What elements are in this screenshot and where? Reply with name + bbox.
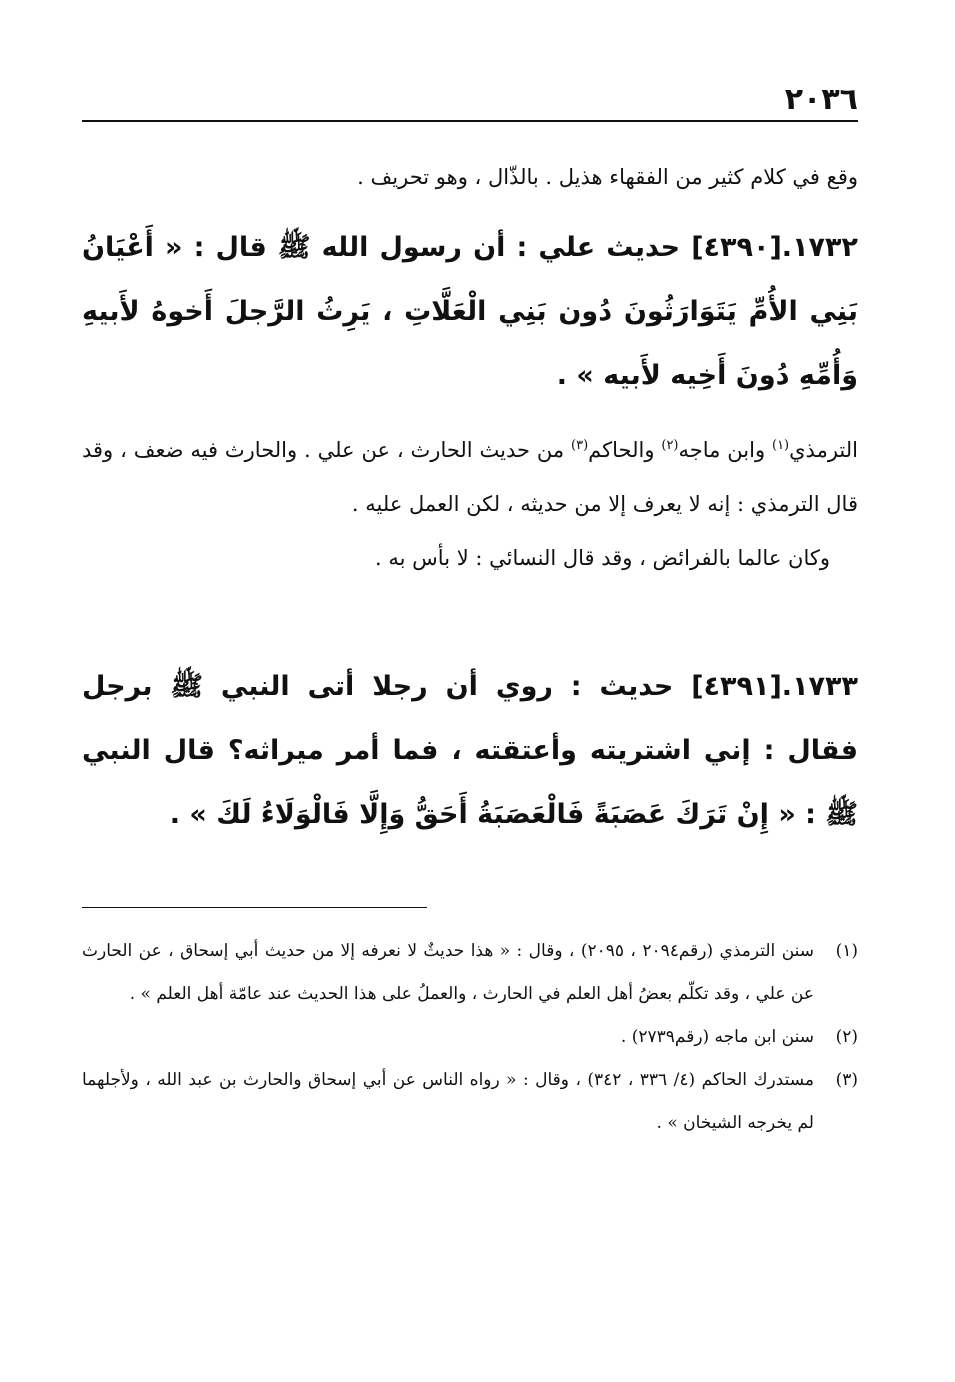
footnote-ref-1[interactable]: (١): [771, 438, 790, 453]
commentary-paragraph-2: وكان عالما بالفرائض ، وقد قال النسائي : لا بأس به .: [375, 546, 830, 570]
commentary-text: من حديث الحارث ، عن علي . والحارث فيه ضعف ، وقد قال الترمذي : إنه لا يعرف إلا من حديثه ، لكن العمل عليه .: [82, 438, 858, 516]
footnote-3: [82, 1059, 858, 1145]
footnote-2: [82, 1016, 858, 1059]
hadith-1733: ١٧٣٣.[٤٣٩١] حديث : روي أن رجلا أتى النبي ﷺ برجل فقال : إني اشتريته وأعتقته ، فما أمر ميراثه؟ قال النبي ﷺ : « إِنْ تَرَكَ عَصَبَةً فَالْعَصَبَةُ أَحَقُّ وَإِلَّا فَالْوَلَاءُ لَكَ » .: [82, 671, 858, 830]
footnote-ref-3[interactable]: (٣): [571, 438, 589, 453]
footnotes-section: [82, 930, 858, 1145]
footnote-text: مستدرك الحاكم (٤/ ٣٣٦ ، ٣٤٢) ، وقال : « رواه الناس عن أبي إسحاق والحارث بن عبد الله ، ولأجلهما لم يخرجه الشيخان » .: [82, 1070, 815, 1133]
footnote-text: سنن الترمذي (رقم٢٠٩٤ ، ٢٠٩٥) ، وقال : « هذا حديثٌ لا نعرفه إلا من حديث أبي إسحاق ، عن الحارث عن علي ، وقد تكلّم بعضُ أهل العلم في الحارث ، والعملُ على هذا الحديث عند عامّة أهل العلم » .: [82, 941, 815, 1004]
commentary-paragraph-1: [82, 423, 858, 531]
footnote-1: [82, 930, 858, 1016]
footnote-text: سنن ابن ماجه (رقم٢٧٣٩) .: [620, 1027, 814, 1047]
footnote-ref-2[interactable]: (٢): [661, 438, 679, 453]
intro-paragraph: وقع في كلام كثير من الفقهاء هذيل . بالذّال ، وهو تحريف .: [357, 165, 858, 189]
commentary-text: والحاكم: [588, 438, 662, 462]
page-number: ٢٠٣٦: [784, 82, 858, 117]
footnote-number: (٣): [835, 1070, 858, 1090]
header-divider: [82, 120, 858, 122]
commentary-text: الترمذي: [789, 438, 858, 462]
hadith-1732: ١٧٣٢.[٤٣٩٠] حديث علي : أن رسول الله ﷺ قال : « أَعْيَانُ بَنِي الأُمِّ يَتَوَارَثُونَ دُون بَنِي الْعَلَّاتِ ، يَرِثُ الرَّجلَ أَخوهُ لأَبيهِ وَأُمِّهِ دُونَ أَخِيه لأَبيه » .: [82, 232, 858, 391]
footnote-number: (١): [835, 941, 858, 961]
footnote-divider: [82, 907, 427, 908]
commentary-section: [82, 423, 858, 585]
footnote-number: (٢): [835, 1027, 858, 1047]
book-page: [82, 0, 858, 1382]
commentary-text: وابن ماجه: [678, 438, 772, 462]
